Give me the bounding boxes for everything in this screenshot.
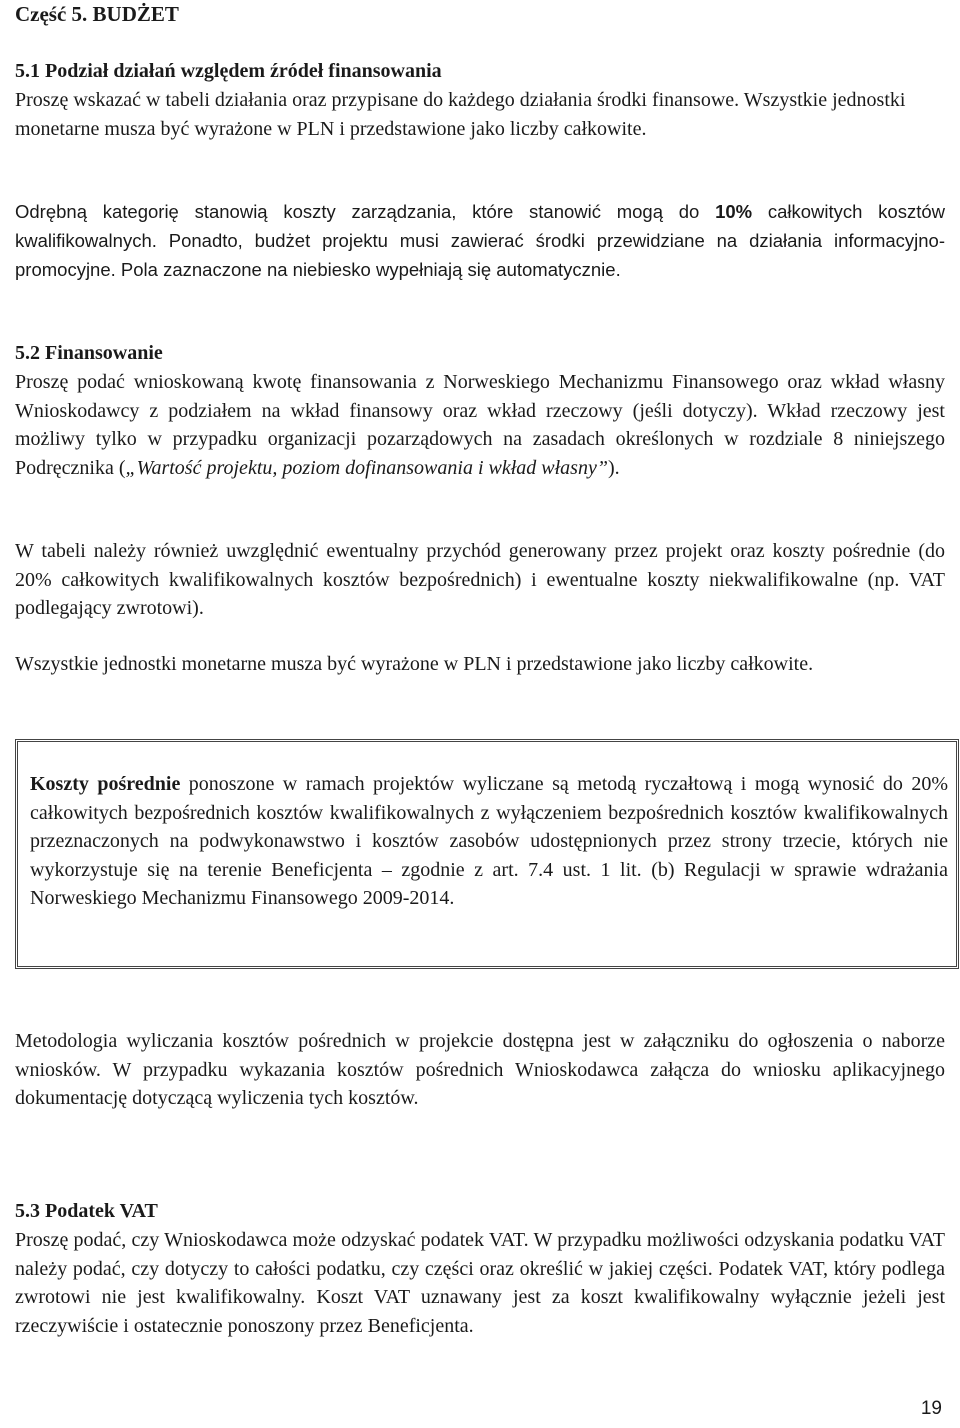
section-5-1-paragraph-1: Proszę wskazać w tabeli działania oraz przypisane do każdego działania środki finansowe. Wszystkie jednostki monetarne musza być wyrażone w PLN i przedstawione jako liczby całkowite. (15, 89, 906, 140)
s52-p1-italic: „Wartość projektu, poziom dofinansowania i wkład własny” (125, 456, 608, 479)
s52-p3: Wszystkie jednostki monetarne musza być wyrażone w PLN i przedstawione jako liczby całkowite. (15, 653, 814, 675)
p2-bold-percent: 10% (715, 201, 753, 222)
section-5-3 (15, 1197, 945, 1340)
section-5-3-paragraph: Proszę podać, czy Wnioskodawca może odzyskać podatek VAT. W przypadku możliwości odzyskania podatku VAT należy podać, czy dotyczy to całości podatku, czy części oraz określić w jakiej części. Podatek VAT, który podlega zwrotowi nie jest kwalifikowalny. Koszt VAT uznawany jest za koszt kwalifikowalny wyłącznie jeżeli jest rzeczywiście i ostatecznie ponoszony przez Beneficjenta. (15, 1229, 945, 1337)
s52-p1-text-b: ). (607, 456, 620, 479)
p2-text-b: całkowitych kosztów kwalifikowalnych. Ponadto, budżet projektu musi zawierać środki przewidziane na działania informacyjno-promocyjne. Pola zaznaczone na niebiesko wypełniają się automatycznie. (15, 201, 946, 280)
section-5-2-heading: 5.2 Finansowanie (15, 342, 163, 364)
section-5-1-paragraph-2 (15, 197, 945, 284)
s52-p1-text-a: Proszę podać wnioskowaną kwotę finansowania z Norweskiego Mechanizmu Finansowego oraz wkład własny Wnioskodawcy z podziałem na wkład finansowy oraz wkład rzeczowy (jeśli dotyczy). Wkład rzeczowy jest możliwy tylko w przypadku organizacji pozarządowych na zasadach określonych w rozdziale 8 niniejszego Podręcznika ( (15, 371, 945, 479)
section-5-2 (15, 339, 945, 482)
indirect-costs-box (15, 739, 959, 969)
section-5-2-paragraph-2 (15, 537, 945, 623)
section-5-3-heading: 5.3 Podatek VAT (15, 1200, 158, 1222)
section-5-2-paragraph-3 (15, 650, 945, 679)
s52-p2: W tabeli należy również uwzględnić ewentualny przychód generowany przez projekt oraz koszty pośrednie (do 20% całkowitych kwalifikowalnych kosztów bezpośrednich) i ewentualne koszty niekwalifikowalne (np. VAT podlegający zwrotowi). (15, 540, 945, 619)
indirect-costs-body: ponoszone w ramach projektów wyliczane są metodą ryczałtową i mogą wynosić do 20% całkowitych bezpośrednich kosztów kwalifikowalnych z wyłączeniem bezpośrednich kosztów kwalifikowalnych przeznaczonych na podwykonawstwo i kosztów zasobów udostępnionych przez strony trzecie, których nie wykorzystuje się na terenie Beneficjenta – zgodnie z art. 7.4 ust. 1 lit. (b) Regulacji w sprawie wdrażania Norweskiego Mechanizmu Finansowego 2009-2014. (30, 773, 948, 909)
section-5-1-heading: 5.1 Podział działań względem źródeł finansowania (15, 60, 442, 82)
methodology-text: Metodologia wyliczania kosztów pośrednich w projekcie dostępna jest w załączniku do ogłoszenia o naborze wniosków. W przypadku wykazania kosztów pośrednich Wnioskodawca załącza do wniosku aplikacyjnego dokumentację dotyczącą wyliczenia tych kosztów. (15, 1030, 945, 1109)
indirect-costs-bold: Koszty pośrednie (30, 773, 181, 795)
methodology-paragraph (15, 1027, 945, 1113)
part-title: Część 5. BUDŻET (15, 2, 179, 26)
indirect-costs-text (30, 770, 948, 913)
p2-text-a: Odrębną kategorię stanowią koszty zarządzania, które stanowić mogą do (15, 201, 716, 222)
page-number: 19 (920, 1398, 942, 1419)
section-5-1 (15, 57, 945, 143)
section-5-2-paragraph-1 (15, 368, 945, 482)
